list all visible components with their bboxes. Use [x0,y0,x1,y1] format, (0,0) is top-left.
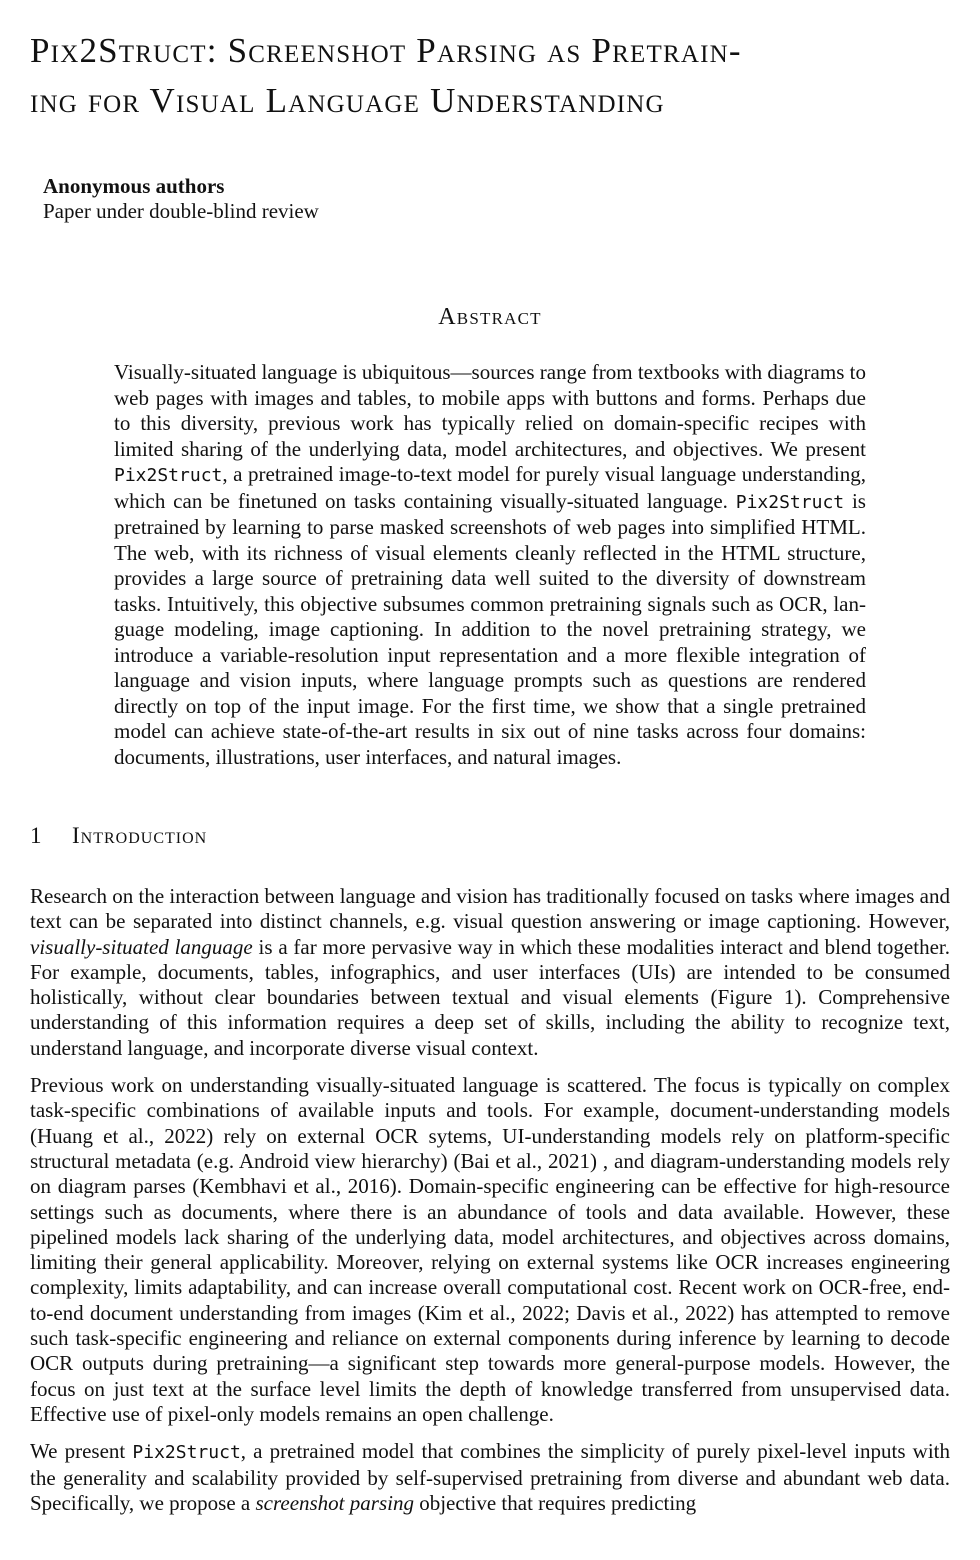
model-name: Pix2Struct [114,465,223,486]
emphasized-term: visually-situated language [30,934,253,959]
model-name: Pix2Struct [735,491,845,513]
paragraph-text: We present [30,1439,133,1464]
section-heading-introduction [30,822,950,850]
intro-paragraph-2: Previous work on understanding visually-situated language is scattered. The focus is typically on complex task-specific combinations of available inputs and tools. For example, document-understanding models (Huang et al., 2022) rely on external OCR sytems, UI-understanding models rely on platform-specific structural metadata (e.g. Android view hierarchy) (Bai et al., 2021) , and diagram-understanding models rely on diagram parses (Kembhavi et al., 2016). Domain-specific engineering can be effective for high-resource settings such as documents, where there is an abundance of tools and data available. However, these pipelined models lack sharing of the underlying data, model architectures, and objectives across domains, limiting their general applicability. Moreover, relying on external systems like OCR increases engineering complexity, limits adaptability, and can increase overall computational cost. Recent work on OCR-free, end-to-end document understanding from images (Kim et al., 2022; Davis et al., 2022) has attempted to remove such task-specific engineering and reliance on external components during inference by learning to decode OCR outputs during pretraining—a significant step towards more general-purpose models. However, the focus on just text at the surface level limits the depth of knowledge transferred from unsupervised data. Effective use of pixel-only models remains an open challenge. [30,1073,950,1426]
abstract-text [114,360,866,770]
section-number: 1 [30,823,43,848]
paragraph-text: is a far more pervasive way in which these modalities interact and blend together. For example, documents, tables, infographics, and user interfaces (UIs) are intended to be consumed holistically, without clear boundaries between textual and visual elements (Figure 1). Comprehensive understanding of this information requires a deep set of skills, including the ability to recognize text, understand language, and incorporate diverse visual context. [30,934,950,1060]
abstract-heading: Abstract [438,304,542,330]
model-name: Pix2Struct [132,1442,241,1464]
author-name: Anonymous authors [43,174,225,198]
section-title: Introduction [72,823,208,848]
intro-paragraph-3 [30,1439,950,1516]
paper-title [30,0,950,126]
paragraph-text: , a pretrained model that combines the simplicity of purely pixel-level inputs with the generality and scalability provided by self-supervised pretraining from diverse and abundant web data. Specifically, we propose a [30,1439,950,1515]
paper-title-line-2: ing for Visual Language Understanding [30,81,665,120]
abstract-text-part-1: Visually-situated language is ubiquitous—sources range from textbooks with diagrams to web pages with images and tables, to mobile apps with buttons and forms. Perhaps due to this diversity, previous work has typically relied on domain-specific recipes with limited sharing of the underlying data, model architectures, and objectives. We present [114,360,866,461]
paragraph-text: Research on the interaction between language and vision has traditionally focused on tasks where images and text can be separated into distinct channels, e.g. visual question answering or image captioning. However, [30,884,950,934]
emphasized-term: screenshot parsing [255,1490,414,1515]
author-block [43,174,950,224]
abstract-text-part-3: is pretrained by learning to parse masked screenshots of web pages into simplified HTML. The web, with its richness of visual elements cleanly reflected in the HTML structure, provides a large source of pretraining data well suited to the diversity of downstream tasks. Intuitively, this objective subsumes common pretraining signals such as OCR, language modeling, image captioning. In addition to the novel pretraining strategy, we introduce a variable-resolution input representation and a more flexible integration of language and vision inputs, where language prompts such as questions are rendered directly on top of the input image. For the first time, we show that a single pretrained model can achieve state-of-the-art results in six out of nine tasks across four domains: documents, illustrations, user interfaces, and natural images. [114,488,866,769]
paper-title-line-1: Pix2Struct: Screenshot Parsing as Pretrain- [30,31,742,70]
abstract-text-part-2: , a pretrained image-to-text model for purely visual language understanding, which can be finetuned on tasks containing visually-situated language. [114,462,866,513]
review-note: Paper under double-blind review [43,199,319,223]
intro-paragraph-1 [30,884,950,1061]
paragraph-text: objective that requires predicting [413,1490,697,1515]
